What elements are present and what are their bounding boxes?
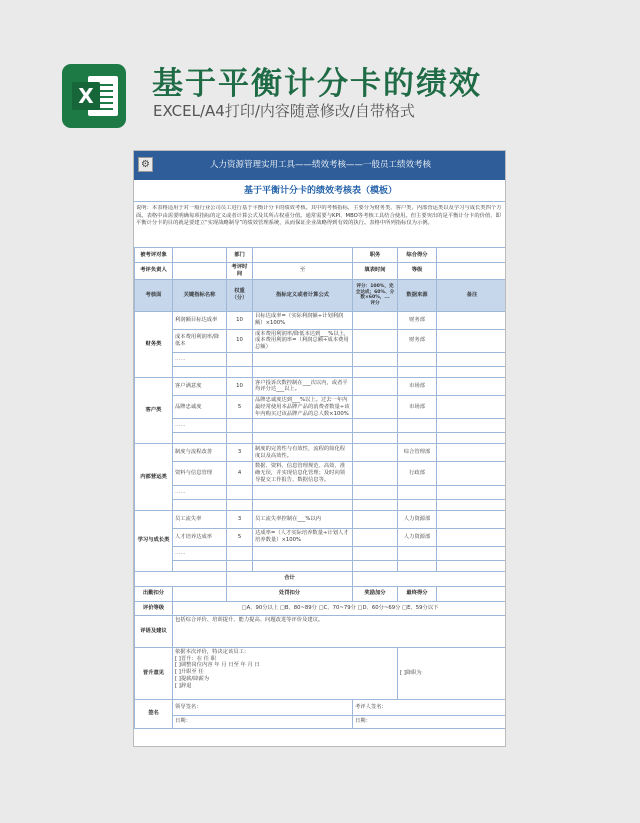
excel-x-letter: X xyxy=(72,82,100,110)
indicator-row xyxy=(135,528,507,546)
indicator-remark[interactable] xyxy=(437,377,507,395)
indicator-name: 客户满意度 xyxy=(173,377,227,395)
promo-lines[interactable] xyxy=(173,647,398,699)
sign-label: 签名 xyxy=(135,699,173,728)
sheet-topbar xyxy=(134,151,506,180)
indicator-row xyxy=(135,485,507,499)
period-to: 至 xyxy=(253,263,353,280)
demote-text[interactable]: [ ]降职为 xyxy=(398,647,507,699)
indicator-score[interactable] xyxy=(353,329,398,352)
examinee-value[interactable] xyxy=(173,248,227,263)
description-text: 说明：本表格适用于对一般行业公司员工进行基于平衡计分卡的绩效考核。其中的考核指标，主要分为财务类、客户类、内部营运类以及学习与成长类四个方面。表格中由需要明确每项指标的定义或者计算公式及其所占权重分值。通常需要与KPI、MBO等考核工具结合使用。但主要突出的是平衡计分卡的价值，即平衡计分卡的目的就是要建立“实现战略制导”的绩效管理系统，从而保证企业战略得到有效的执行。表格中所列指标仅为示例。 xyxy=(136,205,502,226)
indicator-source xyxy=(398,485,437,499)
indicator-source xyxy=(398,499,437,510)
indicator-source: 行政部 xyxy=(398,462,437,485)
indicator-formula xyxy=(253,433,353,444)
promo-line: [ ]升职至 任 xyxy=(175,669,204,676)
dept-label: 部门 xyxy=(227,248,253,263)
indicator-weight: 3 xyxy=(227,510,253,528)
col-score-sub: 评分 xyxy=(370,300,380,306)
indicator-name xyxy=(173,366,227,377)
fill-time-label: 填表时间 xyxy=(353,263,398,280)
col-formula: 指标定义或者计算公式 xyxy=(253,279,353,311)
grade-label: 等级 xyxy=(398,263,437,280)
grade-value[interactable] xyxy=(437,263,507,280)
indicator-weight xyxy=(227,499,253,510)
tool-icon[interactable]: ⚙ xyxy=(138,157,153,172)
indicator-row xyxy=(135,546,507,560)
total-spacer xyxy=(135,571,227,586)
total-label: 合计 xyxy=(227,571,353,586)
promo-line: [ ]提薪/降薪为 xyxy=(175,675,210,682)
section-category: 财务类 xyxy=(135,311,173,377)
indicator-score[interactable] xyxy=(353,311,398,329)
indicator-weight: 4 xyxy=(227,462,253,485)
indicator-formula: 数据、资料、信息管理规范、高效、准确无误，并实现信息化管理；及时向领导提交工作报告、数据信息等。 xyxy=(253,462,353,485)
indicator-formula xyxy=(253,419,353,433)
final-score-label: 最终得分 xyxy=(398,586,437,601)
appraisal-table xyxy=(134,247,506,729)
indicator-source: 市场部 xyxy=(398,395,437,418)
indicator-score[interactable] xyxy=(353,433,398,444)
indicator-name: 资料与信息管理 xyxy=(173,462,227,485)
indicator-row xyxy=(135,444,507,462)
page-header xyxy=(0,0,640,140)
indicator-score[interactable] xyxy=(353,444,398,462)
indicator-remark[interactable] xyxy=(437,485,507,499)
indicator-score[interactable] xyxy=(353,560,398,571)
indicator-weight xyxy=(227,419,253,433)
indicator-row xyxy=(135,419,507,433)
indicator-name: …… xyxy=(173,485,227,499)
period-label: 考评时间 xyxy=(227,263,253,280)
promo-line: 依据本次评价，特决定该员工： xyxy=(175,648,250,655)
promo-line: [ ]晋升：在 任 职 xyxy=(175,655,216,662)
bonus-label: 奖励加分 xyxy=(353,586,398,601)
indicator-formula: 品牌忠诚度达到___%以上。过去一年内最经常使用本品牌产品的消费者数量÷该年内购买过该品牌产品的总人数×100% xyxy=(253,395,353,418)
page-title: 基于平衡计分卡的绩效 xyxy=(152,66,482,102)
indicator-remark[interactable] xyxy=(437,462,507,485)
indicator-formula: 成本费用利润率/降低本达到___%以上，成本费用利润率=（利润总额÷成本费用总额） xyxy=(253,329,353,352)
indicator-remark[interactable] xyxy=(437,433,507,444)
indicator-remark[interactable] xyxy=(437,311,507,329)
indicator-source xyxy=(398,433,437,444)
indicator-weight xyxy=(227,352,253,366)
indicator-row xyxy=(135,366,507,377)
indicator-formula xyxy=(253,485,353,499)
indicator-weight: 3 xyxy=(227,444,253,462)
indicator-formula: 目标达成率=（实际利润额÷计划利润额）×100% xyxy=(253,311,353,329)
total-score-label: 综合得分 xyxy=(398,248,437,263)
indicator-score[interactable] xyxy=(353,546,398,560)
total-value[interactable] xyxy=(353,571,507,586)
indicator-name: 员工流失率 xyxy=(173,510,227,528)
total-score-value[interactable] xyxy=(437,248,507,263)
promo-line: [ ]辞退 xyxy=(175,682,192,689)
indicator-formula xyxy=(253,546,353,560)
indicator-remark[interactable] xyxy=(437,499,507,510)
indicator-remark[interactable] xyxy=(437,419,507,433)
indicator-source xyxy=(398,419,437,433)
indicator-formula: 客户投诉次数控制在___次以内，或者平均评分达___以上。 xyxy=(253,377,353,395)
indicator-source xyxy=(398,546,437,560)
indicator-weight xyxy=(227,433,253,444)
section-category: 学习与成长类 xyxy=(135,510,173,571)
form-title: 基于平衡计分卡的绩效考核表（模板） xyxy=(134,180,506,202)
indicator-formula xyxy=(253,560,353,571)
indicator-source: 人力资源部 xyxy=(398,528,437,546)
rater-sign[interactable]: 考评人签名： xyxy=(353,699,507,715)
indicator-source xyxy=(398,560,437,571)
indicator-score[interactable] xyxy=(353,352,398,366)
col-source: 数据来源 xyxy=(398,279,437,311)
col-weight: 权重（分） xyxy=(227,279,253,311)
indicator-row xyxy=(135,462,507,485)
indicator-row xyxy=(135,352,507,366)
indicator-row xyxy=(135,433,507,444)
indicator-formula: 制度的完善性与有效性，流程的简化程度以及高效性。 xyxy=(253,444,353,462)
indicator-source xyxy=(398,352,437,366)
rating-label: 评价等级 xyxy=(135,601,173,615)
indicator-source: 财务部 xyxy=(398,311,437,329)
indicator-name xyxy=(173,499,227,510)
deduct-label: 出勤扣分 xyxy=(135,586,173,601)
spreadsheet-preview xyxy=(133,150,506,747)
indicator-weight: 10 xyxy=(227,311,253,329)
indicator-row xyxy=(135,499,507,510)
promo-line: [ ]调整岗位内容 年 月 日至 年 月 日 xyxy=(175,662,260,669)
indicator-score[interactable] xyxy=(353,395,398,418)
indicator-row xyxy=(135,377,507,395)
indicator-weight xyxy=(227,560,253,571)
indicator-weight: 5 xyxy=(227,528,253,546)
indicator-formula: 达成率=（人才实际培养数量÷计划人才培养数量）×100% xyxy=(253,528,353,546)
position-label: 职务 xyxy=(353,248,398,263)
excel-icon xyxy=(62,64,126,128)
indicator-source: 综合管理部 xyxy=(398,444,437,462)
indicator-name: 人才培养达成率 xyxy=(173,528,227,546)
examinee-label: 被考评对象 xyxy=(135,248,173,263)
indicator-remark[interactable] xyxy=(437,352,507,366)
indicator-score[interactable] xyxy=(353,528,398,546)
indicator-remark[interactable] xyxy=(437,510,507,528)
indicator-remark[interactable] xyxy=(437,444,507,462)
indicator-row xyxy=(135,395,507,418)
indicator-score[interactable] xyxy=(353,366,398,377)
col-indicator: 关键指标名称 xyxy=(173,279,227,311)
indicator-remark[interactable] xyxy=(437,395,507,418)
penalty-label: 处罚扣分 xyxy=(227,586,353,601)
indicator-remark[interactable] xyxy=(437,366,507,377)
indicator-name xyxy=(173,433,227,444)
indicator-name xyxy=(173,560,227,571)
indicator-row xyxy=(135,311,507,329)
rating-scale[interactable]: □A、90分以上 □B、80~89分 □C、70~79分 □D、60分~69分 □E、59分以下 xyxy=(173,601,507,615)
indicator-formula xyxy=(253,499,353,510)
indicator-remark[interactable] xyxy=(437,528,507,546)
indicator-name: …… xyxy=(173,419,227,433)
dept-value[interactable] xyxy=(253,248,353,263)
col-category: 考核面 xyxy=(135,279,173,311)
col-remark: 备注 xyxy=(437,279,507,311)
col-score xyxy=(353,279,398,311)
indicator-weight xyxy=(227,366,253,377)
leader-sign[interactable]: 领导签名： xyxy=(173,699,353,715)
indicator-remark[interactable] xyxy=(437,546,507,560)
indicator-weight: 5 xyxy=(227,395,253,418)
indicator-remark[interactable] xyxy=(437,560,507,571)
indicator-row xyxy=(135,329,507,352)
page-subtitle: EXCEL/A4打印/内容随意修改/自带格式 xyxy=(153,102,415,120)
eval-label: 评语及建议 xyxy=(135,615,173,647)
leader-date[interactable]: 日期： xyxy=(173,715,353,728)
rater-label: 考评负责人 xyxy=(135,263,173,280)
indicator-score[interactable] xyxy=(353,499,398,510)
section-category: 内部营运类 xyxy=(135,444,173,510)
indicator-source xyxy=(398,366,437,377)
indicator-formula xyxy=(253,352,353,366)
indicator-score[interactable] xyxy=(353,419,398,433)
indicator-name: 利润额目标达成率 xyxy=(173,311,227,329)
indicator-source: 人力资源部 xyxy=(398,510,437,528)
indicator-name: …… xyxy=(173,546,227,560)
indicator-formula xyxy=(253,366,353,377)
indicator-weight: 10 xyxy=(227,377,253,395)
final-score-value[interactable] xyxy=(437,586,507,601)
indicator-row xyxy=(135,560,507,571)
indicator-formula: 员工流失率控制在___%以内 xyxy=(253,510,353,528)
indicator-weight xyxy=(227,546,253,560)
indicator-name: 品牌忠诚度 xyxy=(173,395,227,418)
topbar-title: 人力资源管理实用工具——绩效考核——一般员工绩效考核 xyxy=(209,160,431,170)
indicator-name: …… xyxy=(173,352,227,366)
section-category: 客户类 xyxy=(135,377,173,443)
indicator-weight: 10 xyxy=(227,329,253,352)
indicator-source: 市场部 xyxy=(398,377,437,395)
indicator-source: 财务部 xyxy=(398,329,437,352)
indicator-name: 成本费用利润率/降低本 xyxy=(173,329,227,352)
rater-date[interactable]: 日期： xyxy=(353,715,507,728)
promo-label: 晋升意见 xyxy=(135,647,173,699)
col-score-note: 评分：100%，完全达成；60%、分数×60%，... xyxy=(355,283,395,301)
indicator-score[interactable] xyxy=(353,485,398,499)
indicator-row xyxy=(135,510,507,528)
eval-text[interactable]: 包括综合评价、培训提升、能力提高、问题改进等评价及建议。 xyxy=(173,615,507,647)
rater-value[interactable] xyxy=(173,263,227,280)
indicator-remark[interactable] xyxy=(437,329,507,352)
indicator-weight xyxy=(227,485,253,499)
deduct-value[interactable] xyxy=(173,586,227,601)
indicator-score[interactable] xyxy=(353,462,398,485)
indicator-score[interactable] xyxy=(353,377,398,395)
indicator-score[interactable] xyxy=(353,510,398,528)
indicator-name: 制度与流程改善 xyxy=(173,444,227,462)
